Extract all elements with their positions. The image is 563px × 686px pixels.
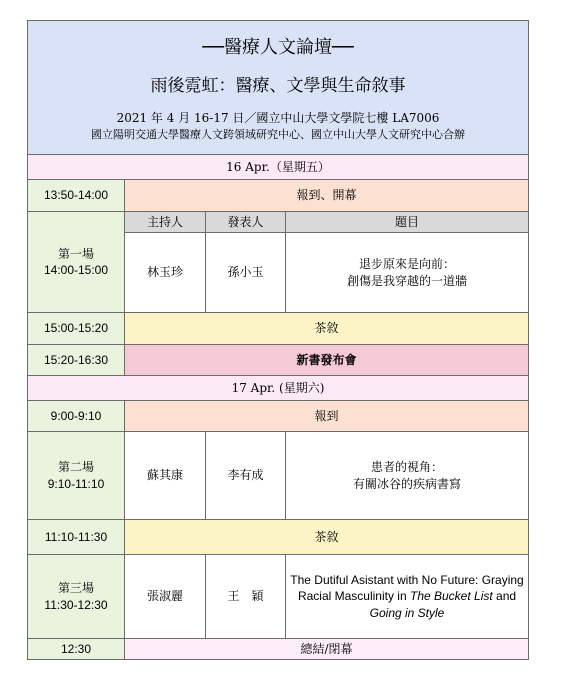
session3-name: 第三場 [57, 581, 94, 596]
session2-speaker: 李有成 [206, 432, 286, 520]
session3-host: 張淑麗 [125, 555, 206, 639]
column-host-header: 主持人 [125, 212, 206, 233]
book-launch-time: 15:20-16:30 [28, 345, 125, 376]
session2-host: 蘇其康 [125, 432, 206, 520]
day2-label: 17 Apr. (星期六) [28, 376, 529, 401]
session3-topic-film1: The Bucket List [409, 589, 493, 604]
book-launch-label: 新書發布會 [125, 345, 529, 376]
closing-label: 總結/閉幕 [125, 639, 529, 660]
program-header [28, 21, 529, 155]
day1-tea-label: 茶敘 [125, 313, 529, 345]
day1-registration-label: 報到、開幕 [125, 180, 529, 212]
session3-name-time [28, 555, 125, 639]
program-table [27, 20, 529, 660]
day2-registration-label: 報到 [125, 401, 529, 432]
session1-speaker: 孫小玉 [206, 233, 286, 313]
session2-name: 第二場 [57, 460, 94, 475]
session2-topic-line1: 患者的視角： [370, 460, 443, 475]
session1-topic [286, 233, 529, 313]
day2-tea-label: 茶敘 [125, 520, 529, 555]
session3-speaker: 王 穎 [206, 555, 286, 639]
session1-name-time [28, 212, 125, 313]
session3-time: 11:30-12:30 [44, 597, 108, 612]
session1-time: 14:00-15:00 [43, 263, 109, 277]
session1-topic-line2: 創傷是我穿越的一道牆 [346, 273, 467, 288]
session1-host: 林玉珍 [125, 233, 206, 313]
day2-tea-time: 11:10-11:30 [28, 520, 125, 555]
session1-name: 第一場 [57, 246, 94, 261]
session3-topic-film2: Going in Style [369, 605, 445, 620]
day1-registration-time: 13:50-14:00 [28, 180, 125, 212]
forum-organizers: 國立陽明交通大學醫療人文跨領域研究中心、國立中山大學人文研究中心合辦 [91, 127, 465, 141]
session2-topic [286, 432, 529, 520]
column-speaker-header: 發表人 [206, 212, 286, 233]
session1-topic-line1: 退步原來是向前： [358, 257, 455, 272]
day2-registration-time: 9:00-9:10 [28, 401, 125, 432]
forum-subtitle: 雨後霓虹：醫療、文學與生命敘事 [150, 75, 406, 96]
forum-title: ──醫療人文論壇── [202, 37, 354, 59]
session3-topic-part1: The Dutiful Asistant with No Future: Graying Racial Masculinity in [290, 573, 524, 604]
session2-name-time [28, 432, 125, 520]
day1-tea-time: 15:00-15:20 [28, 313, 125, 345]
session2-time: 9:10-11:10 [47, 476, 105, 491]
column-topic-header: 題目 [286, 212, 529, 233]
closing-time: 12:30 [28, 639, 125, 660]
session2-topic-line2: 有關冰谷的疾病書寫 [352, 476, 461, 491]
forum-date-location: 2021 年 4 月 16-17 日／國立中山大學文學院七樓 LA7006 [116, 110, 440, 125]
day1-label: 16 Apr.（星期五） [28, 155, 529, 180]
session3-topic-part2: and [492, 589, 517, 604]
session3-topic [286, 555, 529, 639]
